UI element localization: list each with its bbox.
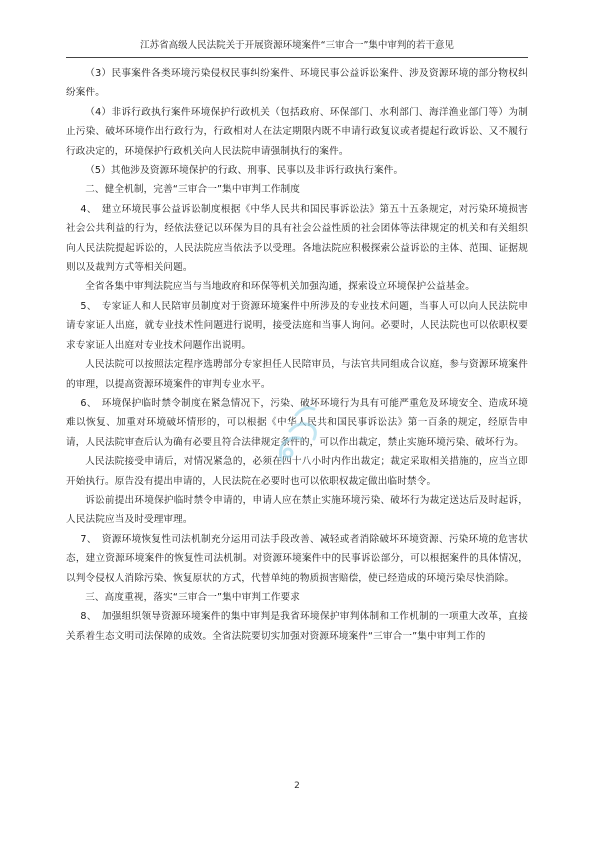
paragraph-jurors: 人民法院可以按照法定程序选聘部分专家担任人民陪审员，与法官共同组成合议庭，参与资源环境案件的审理，以提高资源环境案件的审判专业水平。 — [66, 359, 528, 390]
paragraph-pre-suit-injunction: 诉讼前提出环境保护临时禁令申请的，申请人应在禁止实施环境污染、破坏行为裁定送达后及时起诉，人民法院应当及时受理审理。 — [66, 494, 528, 526]
paragraph-urgent-ruling: 人民法院接受申请后，对情况紧急的，必须在四十八小时内作出裁定；裁定采取相关措施的，应当立即开始执行。原告没有提出申请的，人民法院在必要时也可以依职权裁定做出临时禁令。 — [66, 456, 528, 487]
paragraph-public-fund: 全省各集中审判法院应当与当地政府和环保等机关加强沟通，探索设立环境保护公益基金。 — [85, 281, 475, 293]
paragraph-civil-cases: （3）民事案件各类环境污染侵权民事纠纷案件、环境民事公益诉讼案件、涉及资源环境的部分物权纠纷案件。 — [66, 68, 528, 99]
document-body — [66, 64, 528, 646]
page-header-title: 江苏省高级人民法院关于开展资源环境案件“三审合一”集中审判的若干意见 — [140, 40, 454, 51]
header-rule — [66, 57, 528, 58]
section-heading-3: 三、高度重视，落实“三审合一”集中审判工作要求 — [85, 591, 301, 603]
paragraph-nonlitigation-enforcement: （4）非诉行政执行案件环境保护行政机关（包括政府、环保部门、水利部门、海洋渔业部门等）为制止污染、破坏环境作出行政行为，行政相对人在法定期限内既不申请行政复议或者提起行政诉讼、又不履行行政决定的，环境保护行政机关向人民法院申请强制执行的案件。 — [66, 106, 528, 157]
paragraph-item-6: 6、 环境保护临时禁令制度在紧急情况下，污染、破坏环境行为具有可能严重危及环境安全、造成环境难以恢复、加重对环境破坏情形的，可以根据《中华人民共和国民事诉讼法》第一百条的规定，经原告申请，人民法院审查后认为确有必要且符合法律规定条件的，可以作出裁定，禁止实施环境污染、破坏行为。 — [66, 397, 528, 448]
page-number: 2 — [294, 781, 300, 791]
paragraph-other-cases: （5）其他涉及资源环境保护的行政、刑事、民事以及非诉行政执行案件。 — [85, 165, 404, 177]
paragraph-item-5: 5、 专家证人和人民陪审员制度对于资源环境案件中所涉及的专业技术问题，当事人可以向人民法院申请专家证人出庭，就专业技术性问题进行说明，接受法庭和当事人询问。必要时，人民法院也可以依职权要求专家证人出庭对专业技术问题作出说明。 — [66, 300, 528, 351]
paragraph-item-7: 7、 资源环境恢复性司法机制充分运用司法手段改善、减轻或者消除破坏环境资源、污染环境的危害状态，建立资源环境案件的恢复性司法机制。对资源环境案件中的民事诉讼部分，可以根据案件的具体情况，以判令侵权人消除污染、恢复原状的方式，代替单纯的物质损害赔偿，使已经造成的环境污染尽快消除。 — [66, 533, 528, 584]
section-heading-2: 二、健全机制，完善“三审合一”集中审判工作制度 — [85, 184, 301, 196]
paragraph-item-4: 4、 建立环境民事公益诉讼制度根据《中华人民共和国民事诉讼法》第五十五条规定，对污染环境损害社会公共利益的行为，经依法登记以环保为目的具有社会公益性质的社会团体等法律规定的机关和有关组织向人民法院提起诉讼的，人民法院应当依法予以受理。各地法院应积极探索公益诉讼的主体、范围、证据规则以及裁判方式等相关问题。 — [66, 203, 528, 274]
paragraph-item-8: 8、 加强组织领导资源环境案件的集中审判是我省环境保护审判体制和工作机制的一项重大改革，直接关系着生态文明司法保障的成效。全省法院要切实加强对资源环境案件“三审合一”集中审判工作的 — [66, 611, 528, 642]
